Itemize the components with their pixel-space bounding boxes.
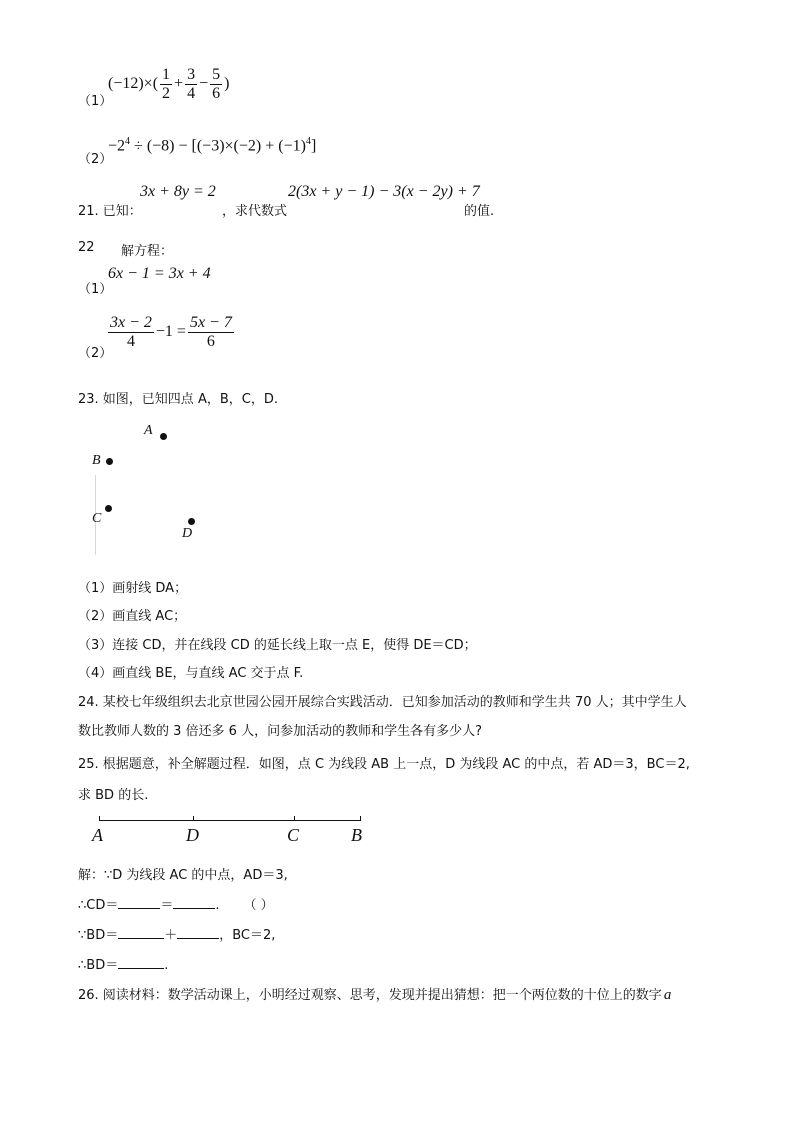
point-b xyxy=(106,458,113,465)
answer-blank-5[interactable] xyxy=(118,954,164,969)
answer-blank-2[interactable] xyxy=(173,894,215,909)
q22-fraction-1-num: 3x − 2 xyxy=(110,314,152,331)
q24-line-1: 24. 某校七年级组织去北京世园公园开展综合实践活动．已知参加活动的教师和学生共 70 人；其中学生人 xyxy=(78,695,687,710)
q21-number: 21. 已知： xyxy=(78,204,142,219)
q22-title: 解方程： xyxy=(121,244,174,259)
q22-part2-equation xyxy=(106,314,236,351)
q26-variable-a: a xyxy=(663,987,672,1003)
q25-sol2-b: ＝ xyxy=(160,898,174,913)
q25-sol3-c: ，BC＝2, xyxy=(219,928,276,943)
q20-part1-lead: (−12)×( xyxy=(108,75,159,93)
point-a-label: A xyxy=(144,423,153,438)
q21-given: 3x + 8y = 2 xyxy=(140,183,216,200)
q26-text: 26. 阅读材料：数学活动课上，小明经过观察、思考，发现并提出猜想：把一个两位数的十位上的数字 xyxy=(78,988,662,1003)
q22-fraction-2 xyxy=(188,314,234,351)
q25-line-1: 25. 根据题意，补全解题过程．如图，点 C 为线段 AB 上一点，D 为线段 AC 的中点，若 AD＝3，BC＝2, xyxy=(78,757,690,772)
tick-b xyxy=(360,816,361,821)
q20-fraction-3-num: 5 xyxy=(212,66,221,83)
q25-solution-line-1: 解：∵D 为线段 AC 的中点，AD＝3, xyxy=(78,868,288,883)
q25-sol3-a: ∵BD＝ xyxy=(78,928,119,943)
q20-part2-c: ] xyxy=(310,137,317,155)
point-c xyxy=(105,505,112,512)
q20-part2-expression xyxy=(108,136,316,155)
point-b-label: B xyxy=(92,453,101,468)
answer-blank-4[interactable] xyxy=(177,924,219,939)
q22-part1-equation: 6x − 1 = 3x + 4 xyxy=(108,265,211,282)
q22-part2-label: （2） xyxy=(78,346,113,361)
segment-label-b: B xyxy=(351,825,362,845)
q20-fraction-2-num: 3 xyxy=(187,66,196,83)
q20-part2-label: （2） xyxy=(78,152,113,167)
point-c-label: C xyxy=(92,511,102,526)
q23-item-1: （1）画射线 DA； xyxy=(78,581,188,596)
tick-d xyxy=(193,816,194,821)
q20-part2-a: −2 xyxy=(108,137,126,155)
q25-line-2: 求 BD 的长. xyxy=(78,788,149,803)
q25-sol3-b: ＋ xyxy=(164,928,178,943)
q22-fraction-2-den: 6 xyxy=(206,333,215,350)
q23-item-2: （2）画直线 AC； xyxy=(78,609,187,624)
point-d xyxy=(188,518,195,525)
q25-solution-line-3 xyxy=(78,924,275,943)
q20-part2-a-exp: 4 xyxy=(125,136,131,147)
q20-part2-b: ÷ (−8) − [(−3)×(−2) + (−1) xyxy=(130,137,306,155)
q25-sol2-c: . xyxy=(215,898,220,913)
q20-op2: − xyxy=(199,75,209,93)
q21-mid: ，求代数式 xyxy=(222,204,288,219)
q20-fraction-3 xyxy=(210,66,222,103)
q23-item-4: （4）画直线 BE，与直线 AC 交于点 F. xyxy=(78,666,304,681)
answer-blank-3[interactable] xyxy=(118,924,164,939)
q25-sol4-b: . xyxy=(164,958,169,973)
q24-line-2: 数比教师人数的 3 倍还多 6 人，问参加活动的教师和学生各有多少人? xyxy=(78,724,482,739)
q22-fraction-1-den: 4 xyxy=(126,333,135,350)
segment-label-a: A xyxy=(92,825,103,845)
q20-fraction-2-den: 4 xyxy=(187,85,196,102)
q21-tail: 的值. xyxy=(464,204,495,219)
q20-fraction-3-den: 6 xyxy=(212,85,221,102)
q23-item-3: （3）连接 CD，并在线段 CD 的延长线上取一点 E，使得 DE＝CD； xyxy=(78,638,477,653)
q20-op1: + xyxy=(174,75,184,93)
q25-sol4-a: ∴BD＝ xyxy=(78,958,119,973)
q22-fraction-2-num: 5x − 7 xyxy=(189,314,232,331)
tick-a xyxy=(99,816,100,821)
tick-c xyxy=(294,816,295,821)
q20-part1-label: （1） xyxy=(78,94,113,109)
q20-part2-b-exp: 4 xyxy=(305,136,311,147)
q22-part1-label: （1） xyxy=(78,282,113,297)
segment-ab xyxy=(99,820,361,821)
q22-fraction-1 xyxy=(108,314,154,351)
q26-line-1 xyxy=(78,984,671,1004)
q20-fraction-1 xyxy=(160,66,172,103)
segment-label-c: C xyxy=(287,825,300,845)
point-d-label: D xyxy=(182,526,193,541)
q20-part1-tail: ) xyxy=(224,75,230,93)
q22-number: 22 xyxy=(78,240,95,255)
point-a xyxy=(160,433,167,440)
q20-fraction-2 xyxy=(185,66,197,103)
q25-solution-line-4 xyxy=(78,954,168,973)
q23-stem: 23. 如图，已知四点 A，B，C，D. xyxy=(78,392,278,407)
q25-solution-line-2 xyxy=(78,894,274,913)
segment-label-d: D xyxy=(186,825,199,845)
q20-fraction-1-den: 2 xyxy=(162,85,171,102)
q22-part2-mid: −1 = xyxy=(155,323,186,341)
answer-blank-1[interactable] xyxy=(118,894,160,909)
q20-fraction-1-num: 1 xyxy=(162,66,171,83)
q21-expression: 2(3x + y − 1) − 3(x − 2y) + 7 xyxy=(288,183,480,200)
q25-sol2-a: ∴CD＝ xyxy=(78,898,119,913)
q20-part1-expression xyxy=(108,66,229,103)
q25-reason-paren[interactable]: （ ） xyxy=(243,898,274,913)
